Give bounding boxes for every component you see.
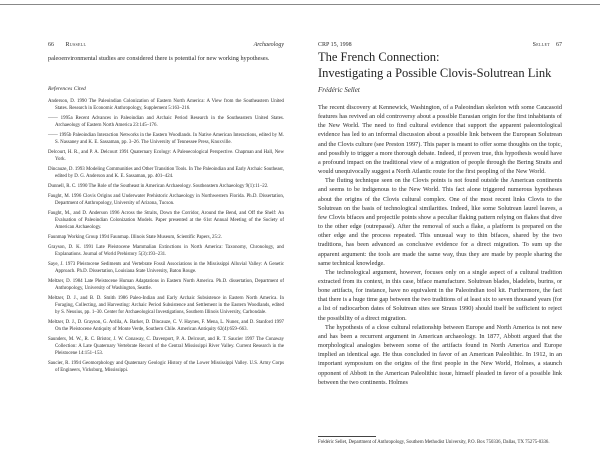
title-line-2: Investigating a Possible Clovis-Solutrean Link [318, 66, 552, 80]
author: Frédéric Sellet [318, 86, 360, 94]
paragraph: The technological argument, however, focuses only on a single aspect of a cultural tradition extracted from its context, in this case, biface manufacture. Solutrean blades, bladelets, burins, or bone artifacts, for instance, have no equivalent in the Paleoindian tool kit. Furthermore, the fact that there is a huge time gap between the two traditions of at least six to seven thousand years (for a list of radiocarbon dates of Solutrean sites see Straus 1990) should itself be sufficient to reject the possibility of a direct migration. [318, 268, 562, 322]
journal-issue: CRP 15, 1998 [318, 42, 352, 48]
references-list [48, 99, 284, 378]
footnote-rule [318, 436, 376, 437]
references-heading: References Cited [48, 86, 86, 92]
article-body [318, 103, 562, 387]
reference-entry: Delcourt, H. R., and P. A. Delcourt 1991 Quaternary Ecology: A Paleoecological Perspective. Chapman and Hall, New York. [48, 150, 284, 162]
title-line-1: The French Connection: [318, 50, 440, 64]
reference-entry: Saucier, R. 1994 Geomorphology and Quaternary Geologic History of the Lower Mississippi Valley. U.S. Army Corps of Engineers, Vicksburg, Mississippi. [48, 360, 284, 373]
reference-entry: Dincauze, D. 1993 Modeling Communities and Other Transition Tools. In The Paleoindian and Early Archaic Southeast, edited by D. G. Anderson and K. E. Sassaman, pp. 401–424. [48, 167, 284, 179]
reference-entry: Meltzer, D. J., D. Grayson, G. Ardila, A. Barker, D. Dincauze, C. V. Haynes, F. Mena, L. Nunez, and D. Stanford 1997 On the Pleistocene Antiquity of Monte Verde, Southern Chile. American Antiquity 62(4):659–663. [48, 320, 284, 332]
reference-entry: Faught, M. 1996 Clovis Origins and Underwater Prehistoric Archaeology in Northwestern Florida. Ph.D. Dissertation, Department of Anthropology, University of Arizona, Tucson. [48, 194, 284, 206]
page-number: 67 [556, 42, 562, 48]
running-head: Sellet [532, 42, 550, 48]
reference-entry: Dunnell, R. C. 1990 The Role of the Southeast in American Archaeology. Southeastern Archaeology 9(1):11–22. [48, 184, 269, 189]
article-title [318, 49, 551, 81]
paragraph: The recent discovery at Kennewick, Washington, of a Paleoindian skeleton with some Caucasoid features has revived an old controversy about a possible Eurasian origin for the first inhabitants of the New World. The need to find cultural evidence that support the apparent paleontological evidence has led to an informal discussion about a possible link between the European Solutrean and the Clovis culture (see Preston 1997). This paper is meant to offer some thoughts on the topic, and possibly to trigger a more thorough debate. Indeed, if proven true, this hypothesis would have a profound impact on the traditional view of a migration of people through the Bering Straits and would unequivocally suggest a North Atlantic route for the first peopling of the New World. [318, 104, 562, 176]
page-number: 66 [48, 42, 54, 48]
reference-entry: Saunders, M. W., R. C. Bristor, J. W. Conaway, C. Davenport, P. A. Delcourt, and R. T. Saucier 1997 The Conaway Collection: A Late Quaternary Vertebrate Record of the Central Mississippi River Valley. Current Research in the Pleistocene 14:151–153. [48, 337, 284, 356]
scan-edge-line [0, 4, 600, 5]
reference-entry: Faunmap Working Group 1994 Faunmap. Illinois State Museum, Scientific Papers, 25:2. [48, 235, 222, 240]
reference-entry: —— 1995b Paleoindian Interaction Networks in the Eastern Woodlands. In Native American Interactions, edited by M. S. Nassaney and K. E. Sassaman, pp. 3–26. The University of Tennessee Press, Knoxville. [48, 133, 284, 145]
reference-entry: Grayson, D. K. 1991 Late Pleistocene Mammalian Extinctions in North America: Taxonomy, Chronology, and Explanations. Journal of World Prehistory 5(3):193–231. [48, 245, 284, 257]
reference-entry: Saye, J. 1973 Pleistocene Sediments and Vertebrate Fossil Associations in the Mississippi Alluvial Valley: A Genetic Approach. Ph.D. Dissertation, Louisiana State University, Baton Rouge. [48, 262, 284, 274]
right-page-header [318, 42, 562, 48]
reference-entry: Meltzer, D. J., and B. D. Smith 1986 Paleo-Indian and Early Archaic Subsistence in Eastern North America. In Foraging, Collecting, and Harvesting: Archaic Period Subsistence and Settlement in the Eastern Woodlands, edited by S. Neusius, pp. 1–30. Center for Archaeological Investigations, Southern Illinois University, Carbondale. [48, 296, 284, 315]
footnote: Frédéric Sellet, Department of Anthropology, Southern Methodist University, P.O. Box 750336, Dallas, TX 75275-0336. [318, 440, 550, 445]
journal-name: Archaeology [253, 42, 284, 48]
paragraph: The fluting technique seen on the Clovis points is not found outside the American continents and seems to be indigenous to the New World. This fact alone triggered numerous hypotheses about the origins of the Clovis cultural complex. One of the most recent links Clovis to the Solutrean on the basis of technological similarities. Indeed, like some Solutrean laurel leaves, a few Clovis bifaces and projectile points show a peculiar flaking pattern relying on flakes that dive to the other edge (outrepassé). After the removal of such a flake, a platform is prepared on the other edge and the process repeated. This unusual way to thin bifaces, shared by the two traditions, has been advanced as conclusive evidence for a direct migration. To sum up the apparent argument: the tools are made the same way, thus they are made by people sharing the same technical knowledge. [318, 177, 562, 267]
reference-entry: Meltzer, D. 1984 Late Pleistocene Human Adaptations in Eastern North America. Ph.D. dissertation, Department of Anthropology, University of Washington, Seattle. [48, 279, 284, 291]
reference-entry: Anderson, D. 1990 The Paleoindian Colonization of Eastern North America: A View from the Southeastern United States. Research in Economic Anthropology, Supplement 5:163–216. [48, 99, 284, 111]
reference-entry: —— 1995a Recent Advances in Paleoindian and Archaic Period Research in the Southeastern United States. Archaeology of Eastern North America 23:145–176. [48, 116, 284, 128]
left-page-header [48, 42, 284, 48]
running-head: Russell [65, 42, 87, 48]
paragraph: The hypothesis of a close cultural relationship between Europe and North America is not new and has been a recurrent argument in American archaeology. In 1877, Abbott argued that the morphological analogies between some of the artifacts found in North America and Europe implied an identical age. He thus concluded in favor of an American Paleolithic. In 1912, in an important symposium on the origins of the first people in the New World, Holmes, a staunch opponent of Abbott in the American Paleolithic issue, himself pleaded in favor of a possible link between the two continents. Holmes [318, 323, 562, 386]
body-text: paleoenvironmental studies are considered there is potential for new working hypotheses. [48, 55, 270, 62]
reference-entry: Faught, M., and D. Anderson 1996 Across the Straits, Down the Corridor, Around the Bend, and Off the Shelf: An Evaluation of Paleoindian Colonization Models. Paper presented at the 61st Annual Meeting of the Society of American Archaeology. [48, 211, 284, 230]
